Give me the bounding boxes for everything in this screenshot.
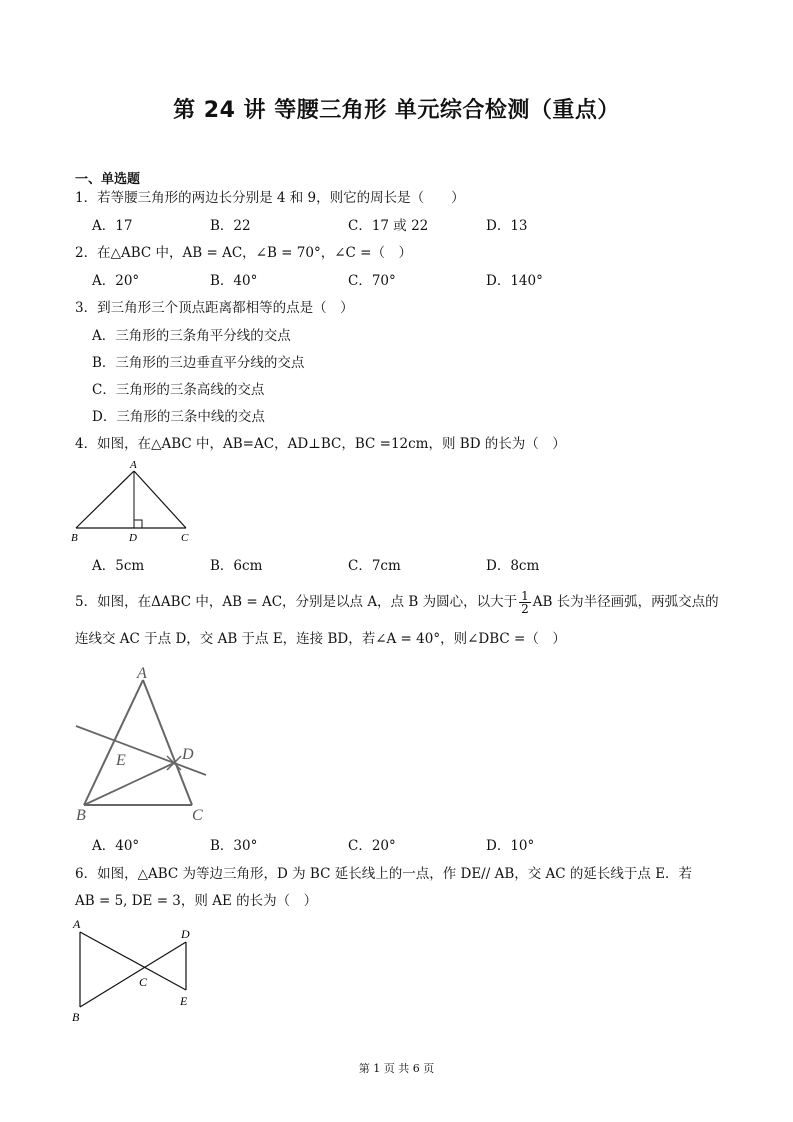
q3-option-d: D．三角形的三条中线的交点: [92, 409, 265, 425]
question-4-stem: 4．如图，在△ABC 中，AB=AC，AD⊥BC，BC =12cm，则 BD 的长为（ ）: [75, 436, 566, 452]
question-3-stem: 3．到三角形三个顶点距离都相等的点是（ ）: [75, 300, 354, 316]
q4-label-c: C: [181, 532, 189, 544]
q6-label-a: A: [73, 917, 81, 931]
q5-option-d: D．10°: [486, 838, 535, 854]
q5-option-a: A．40°: [92, 838, 140, 854]
q5-segment-bd: [84, 763, 174, 805]
question-6-stem-line2: AB = 5, DE = 3，则 AE 的长为（ ）: [75, 893, 318, 909]
q6-bowtie-figure: [68, 914, 208, 1026]
q4-side-ab: [76, 471, 134, 528]
q5-triangle-figure: [70, 660, 220, 828]
q5-side-ac: [143, 680, 192, 805]
q5-frac-numerator: 1: [521, 589, 529, 603]
q6-line-ae: [80, 932, 186, 990]
q4-option-c: C．7cm: [348, 558, 401, 574]
q1-option-c: C．17 或 22: [348, 218, 429, 234]
q6-label-d: D: [181, 927, 190, 941]
question-5-stem-line1: [75, 590, 719, 615]
q5-stem-part2: AB 长为半径画弧，两弧交点的: [532, 594, 719, 610]
q5-frac-denominator: 2: [521, 602, 529, 616]
q6-line-bd: [80, 942, 186, 1007]
q6-label-b: B: [72, 1010, 80, 1024]
q2-option-a: A．20°: [92, 273, 140, 289]
page-title: 第 24 讲 等腰三角形 单元综合检测（重点）: [173, 98, 620, 123]
q2-option-c: C．70°: [348, 273, 396, 289]
q5-label-b: B: [76, 807, 86, 824]
question-5-stem-line2: 连线交 AC 于点 D，交 AB 于点 E，连接 BD，若∠A = 40°，则∠DBC =（ ）: [75, 631, 566, 647]
q5-label-a: A: [137, 665, 147, 682]
q3-option-a: A．三角形的三条角平分线的交点: [92, 328, 291, 344]
question-6-stem-line1: 6．如图，△ABC 为等边三角形，D 为 BC 延长线上的一点，作 DE// AB，交 AC 的延长线于点 E．若: [75, 866, 693, 882]
q1-option-b: B．22: [210, 218, 251, 234]
q5-option-b: B．30°: [210, 838, 258, 854]
q4-side-ac: [134, 471, 186, 528]
q2-option-b: B．40°: [210, 273, 258, 289]
q1-option-d: D．13: [486, 218, 528, 234]
q5-fraction: [519, 590, 531, 615]
q5-stem-part1: 5．如图，在ΔABC 中，AB = AC，分别是以点 A，点 B 为圆心，以大于: [75, 594, 518, 610]
q3-option-b: B．三角形的三边垂直平分线的交点: [92, 355, 305, 371]
section-heading: 一、单选题: [75, 172, 141, 187]
q5-side-ab: [84, 680, 143, 805]
page-footer: 第 1 页 共 6 页: [358, 1062, 435, 1075]
q5-label-e: E: [116, 752, 126, 769]
question-2-stem: 2．在△ABC 中，AB = AC，∠B = 70°，∠C =（ ）: [75, 245, 412, 261]
q4-label-a: A: [130, 459, 137, 471]
q4-option-d: D．8cm: [486, 558, 540, 574]
q5-label-c: C: [192, 807, 203, 824]
q4-option-b: B．6cm: [210, 558, 263, 574]
q5-label-d: D: [182, 746, 194, 763]
q3-option-c: C．三角形的三条高线的交点: [92, 382, 265, 398]
q6-label-e: E: [180, 994, 188, 1008]
q4-option-a: A．5cm: [92, 558, 145, 574]
q4-label-d: D: [129, 532, 137, 544]
q1-option-a: A．17: [92, 218, 133, 234]
question-1-stem: 1．若等腰三角形的两边长分别是 4 和 9，则它的周长是（ ）: [75, 190, 465, 206]
q4-right-angle-mark: [134, 520, 142, 528]
q6-label-c: C: [139, 975, 148, 989]
q2-option-d: D．140°: [486, 273, 543, 289]
q4-triangle-figure: [68, 456, 198, 546]
q5-option-c: C．20°: [348, 838, 396, 854]
q4-label-b: B: [71, 532, 78, 544]
